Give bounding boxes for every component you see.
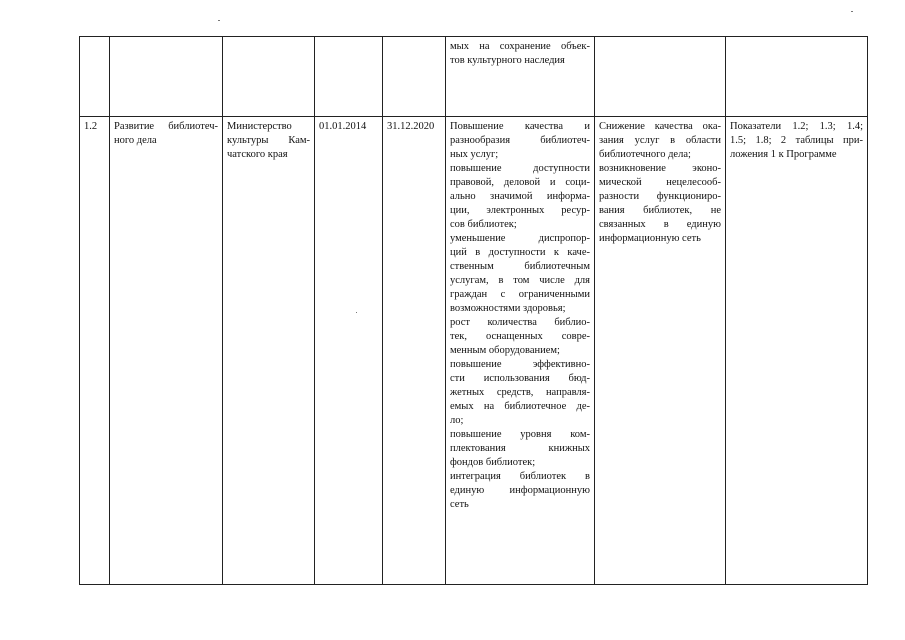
results-line: сти использования бюд- bbox=[450, 373, 590, 384]
results-line: граждан с ограниченными bbox=[450, 289, 590, 300]
results-line: интеграция библиотек в bbox=[450, 471, 590, 482]
results-line: сеть bbox=[450, 499, 469, 510]
consequences-line: возникновение эконо- bbox=[599, 163, 721, 174]
cell-indicators bbox=[726, 37, 868, 117]
results-line: правовой, деловой и соци- bbox=[450, 177, 590, 188]
cell-consequences bbox=[595, 117, 726, 585]
results-line: тов культурного наследия bbox=[450, 55, 565, 66]
results-line: сов библиотек; bbox=[450, 219, 517, 230]
indicators-line: 1.5; 1.8; 2 таблицы при- bbox=[730, 135, 863, 146]
executor-line: Министерство bbox=[227, 121, 292, 132]
program-table bbox=[79, 36, 868, 585]
consequences-line: связанных в единую bbox=[599, 219, 721, 230]
indicators-line: ложения 1 к Программе bbox=[730, 149, 837, 160]
results-line: менным оборудованием; bbox=[450, 345, 560, 356]
cell-number bbox=[80, 37, 110, 117]
results-line: ций в доступности к каче- bbox=[450, 247, 590, 258]
cell-executor bbox=[223, 37, 315, 117]
results-line: повышение эффективно- bbox=[450, 359, 590, 370]
results-line: тек, оснащенных совре- bbox=[450, 331, 590, 342]
consequences-line: разности функциониро- bbox=[599, 191, 721, 202]
consequences-line: вания библиотек, не bbox=[599, 205, 721, 216]
results-line: жетных средств, направля- bbox=[450, 387, 590, 398]
results-line: ции, электронных ресур- bbox=[450, 205, 590, 216]
results-line: ных услуг; bbox=[450, 149, 499, 160]
name-line: Развитие библиотеч- bbox=[114, 121, 218, 132]
row-number: 1.2 bbox=[84, 121, 98, 132]
results-line: фондов библиотек; bbox=[450, 457, 536, 468]
scan-speck bbox=[851, 11, 853, 12]
results-line: мых на сохранение объек- bbox=[450, 41, 590, 52]
results-line: ально значимой информа- bbox=[450, 191, 590, 202]
table-row-continuation bbox=[80, 37, 868, 117]
results-line: Повышение качества и bbox=[450, 121, 590, 132]
consequences-line: информационную сеть bbox=[599, 233, 701, 244]
cell-name bbox=[110, 37, 223, 117]
cell-expected-results bbox=[446, 117, 595, 585]
indicators-line: Показатели 1.2; 1.3; 1.4; bbox=[730, 121, 863, 132]
results-line: ственным библиотечным bbox=[450, 261, 590, 272]
cell-start-date bbox=[315, 37, 383, 117]
cell-end-date bbox=[383, 37, 446, 117]
cell-indicators bbox=[726, 117, 868, 585]
cell-end-date bbox=[383, 117, 446, 585]
results-line: повышение доступности bbox=[450, 163, 590, 174]
consequences-line: зания услуг в области bbox=[599, 135, 721, 146]
results-line: емых на библиотечное де- bbox=[450, 401, 590, 412]
results-line: разнообразия библиотеч- bbox=[450, 135, 590, 146]
scan-speck bbox=[218, 20, 220, 21]
consequences-line: библиотечного дела; bbox=[599, 149, 691, 160]
start-date: 01.01.2014 bbox=[319, 121, 367, 132]
results-line: рост количества библио- bbox=[450, 317, 590, 328]
cell-number bbox=[80, 117, 110, 585]
results-line: возможностями здоровья; bbox=[450, 303, 566, 314]
table-row-1-2 bbox=[80, 117, 868, 585]
results-line: единую информационную bbox=[450, 485, 590, 496]
cell-consequences bbox=[595, 37, 726, 117]
cell-expected-results bbox=[446, 37, 595, 117]
consequences-line: Снижение качества ока- bbox=[599, 121, 721, 132]
name-line: ного дела bbox=[114, 135, 157, 146]
results-line: плектования книжных bbox=[450, 443, 590, 454]
cell-start-date bbox=[315, 117, 383, 585]
cell-name bbox=[110, 117, 223, 585]
executor-line: культуры Кам- bbox=[227, 135, 310, 146]
end-date: 31.12.2020 bbox=[387, 121, 435, 132]
cell-executor bbox=[223, 117, 315, 585]
results-line: повышение уровня ком- bbox=[450, 429, 590, 440]
results-line: ло; bbox=[450, 415, 464, 426]
consequences-line: мической нецелесооб- bbox=[599, 177, 721, 188]
results-line: уменьшение диспропор- bbox=[450, 233, 590, 244]
results-line: услугам, в том числе для bbox=[450, 275, 590, 286]
executor-line: чатского края bbox=[227, 149, 288, 160]
